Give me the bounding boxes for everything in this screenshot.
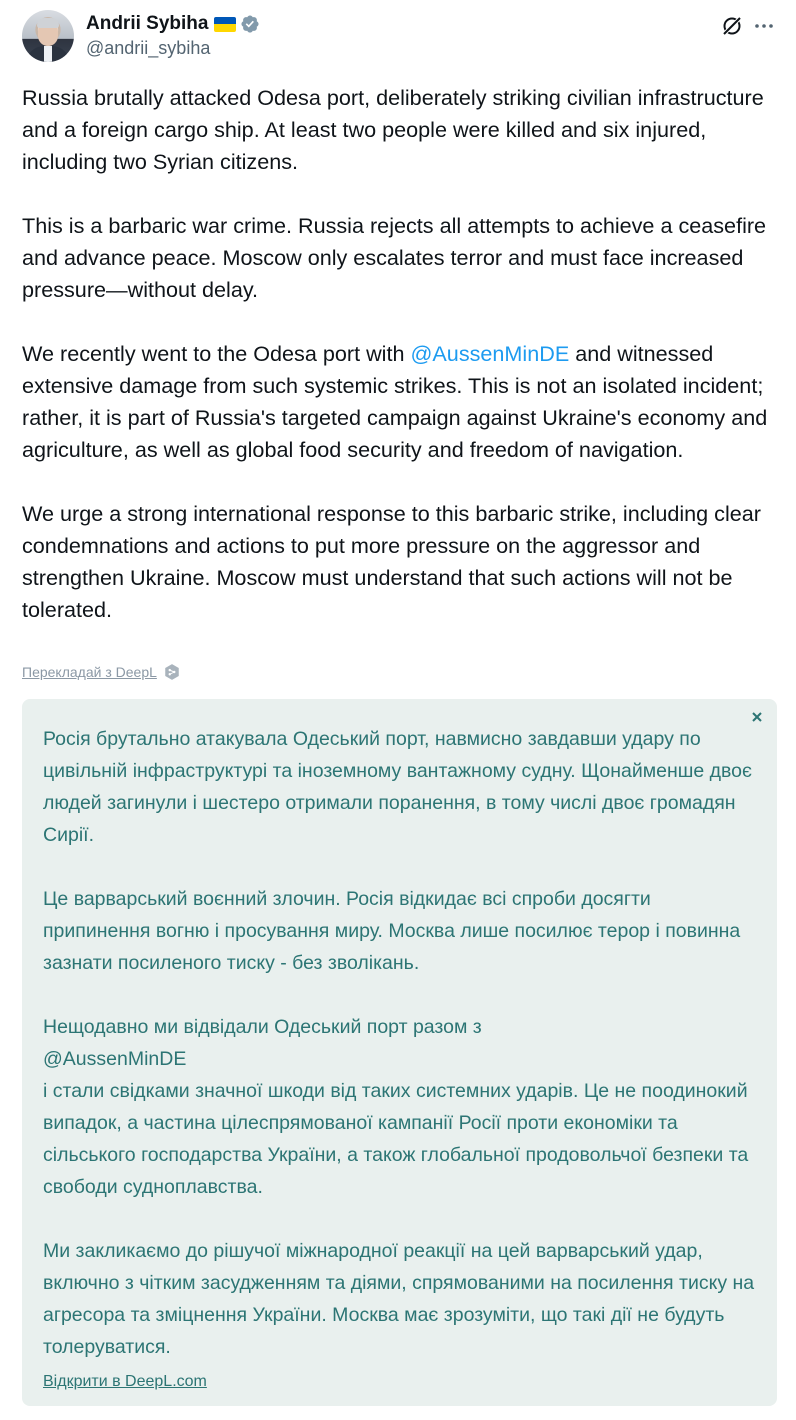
deepl-icon bbox=[163, 663, 181, 681]
translation-paragraph-3-end: і стали свідками значної шкоди від таких системних ударів. Це не поодинокий випадок, а частина цілеспрямованої кампанії Росії проти економіки та сільського господарства України, а також глобальної продовольчої безпеки та свободи судноплавства. bbox=[43, 1080, 749, 1198]
tweet-paragraph-3 bbox=[22, 338, 782, 466]
author-name-row bbox=[86, 12, 260, 36]
translation-paragraph-2: Це варварський воєнний злочин. Росія відкидає всі спроби досягти припинення вогню і просування миру. Москва лише посилює терор і повинна зазнати посиленого тиску - без зволікань. bbox=[43, 888, 741, 974]
tweet-paragraph-2: This is a barbaric war crime. Russia rejects all attempts to achieve a ceasefire and advance peace. Moscow only escalates terror and must face increased pressure—without delay. bbox=[22, 213, 767, 302]
author-display-name[interactable]: Andrii Sybiha bbox=[86, 13, 209, 34]
translate-with-deepl-link[interactable]: Перекладай з DeepL bbox=[22, 664, 157, 680]
ukraine-flag-icon bbox=[214, 17, 236, 32]
grok-icon[interactable] bbox=[720, 14, 744, 38]
translation-paragraph-3-start: Нещодавно ми відвідали Одеський порт разом з bbox=[43, 1016, 482, 1038]
mention-link[interactable]: @AussenMinDE bbox=[410, 341, 570, 366]
translation-paragraph-1: Росія брутально атакувала Одеський порт, навмисно завдавши удару по цивільній інфраструктурі та іноземному вантажному судну. Щонайменше двоє людей загинули і шестеро отримали поранення, в тому числі двоє громадян Сирії. bbox=[43, 728, 752, 846]
translate-row bbox=[22, 663, 181, 681]
translation-paragraph-4: Ми закликаємо до рішучої міжнародної реакції на цей варварський удар, включно з чітким засудженням та діями, спрямованими на посилення тиску на агресора та зміцнення України. Москва має зрозуміти, що такі дії не будуть толеруватися. bbox=[43, 1240, 755, 1358]
tweet-text bbox=[22, 82, 782, 658]
tweet-paragraph-4: We urge a strong international response to this barbaric strike, including clear condemnations and actions to put more pressure on the aggressor and strengthen Ukraine. Moscow must understand that such actions will not be tolerated. bbox=[22, 501, 761, 622]
translation-panel bbox=[22, 699, 777, 1406]
avatar[interactable] bbox=[22, 10, 74, 62]
tweet-paragraph-3-end: and witnessed extensive damage from such systemic strikes. This is not an isolated incident; rather, it is part of Russia's targeted campaign against Ukraine's economy and agriculture, as well as global food security and freedom of navigation. bbox=[22, 341, 768, 462]
translation-text bbox=[43, 723, 755, 1395]
tweet-header bbox=[22, 8, 782, 64]
more-icon[interactable] bbox=[752, 14, 776, 38]
verified-icon[interactable] bbox=[240, 14, 260, 34]
translation-paragraph-3 bbox=[43, 1011, 755, 1203]
translation-mention: @AussenMinDE bbox=[43, 1048, 187, 1070]
author-handle[interactable]: @andrii_sybiha bbox=[86, 38, 211, 58]
open-in-deepl-link[interactable]: Відкрити в DeepL.com bbox=[43, 1373, 207, 1390]
tweet-paragraph-3-start: We recently went to the Odesa port with bbox=[22, 341, 411, 366]
tweet-paragraph-1: Russia brutally attacked Odesa port, deliberately striking civilian infrastructure and a foreign cargo ship. At least two people were killed and six injured, including two Syrian citizens. bbox=[22, 85, 764, 174]
